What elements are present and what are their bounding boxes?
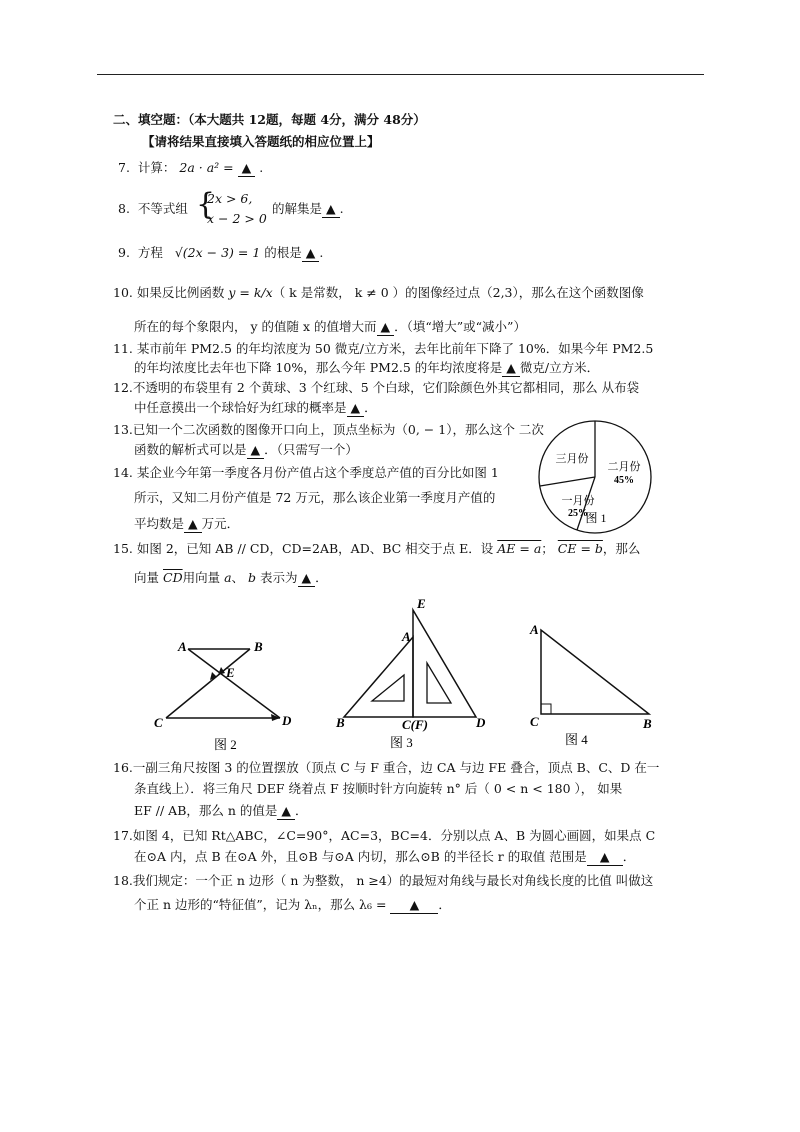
question-18-line2: 个正 n 边形的“特征值”，记为 λₙ，那么 λ₆ = ▲ ． — [134, 897, 451, 912]
pie-label-january: 一月份 — [561, 495, 595, 507]
question-14-line3: 平均数是 ▲ 万元． — [134, 516, 240, 531]
question-9: 9. 方程 √(2x − 3) = 1 的根是 ▲ . — [118, 245, 324, 260]
question-13-line1: 13.已知一个二次函数的图像开口向上，顶点坐标为（0, − 1），那么这个 二次 — [113, 422, 544, 437]
question-11-line2: 的年均浓度比去年也下降 10%，那么今年 PM2.5 的年均浓度将是 ▲ 微克/立方米． — [134, 360, 600, 375]
triangle-def — [413, 610, 476, 717]
label-c-f: C(F) — [402, 717, 428, 732]
brace-symbol: { — [196, 187, 216, 222]
answer-blank: ▲ — [587, 849, 623, 866]
question-18-line1: 18.我们规定：一个正 n 边形（ n 为整数， n ≥4）的最短对角线与最长对角线长度的比值 叫做这 — [113, 873, 654, 888]
figure-2 — [150, 635, 300, 755]
label-e: E — [417, 597, 426, 611]
right-angle-mark — [541, 704, 551, 714]
label-b: B — [336, 715, 345, 730]
label-a: A — [402, 629, 411, 644]
question-11-line1: 11. 某市前年 PM2.5 的年均浓度为 50 微克/立方米，去年比前年下降了 10%．如果今年 PM2.5 — [113, 341, 654, 356]
question-8-tail: 的解集是 ▲ . — [272, 201, 344, 216]
pie-divider — [540, 477, 595, 486]
pie-pct-february: 45% — [614, 475, 634, 486]
figure-2-caption: 图 2 — [214, 737, 237, 752]
answer-blank: ▲ — [390, 897, 438, 914]
label-e: E — [226, 665, 235, 680]
section-title: 二、填空题：（本大题共 12题，每题 4分，满分 48分） — [113, 112, 426, 127]
pie-chart-figure-1 — [536, 418, 656, 536]
figure-3 — [330, 597, 500, 753]
label-a: A — [530, 622, 539, 637]
label-c: C — [530, 714, 539, 729]
question-10-line1: 10. 如果反比例函数 y = k/x（ k 是常数， k ≠ 0 ）的图像经过点（2,3），那么在这个函数图像 — [113, 285, 644, 300]
inequality-2: x − 2 > 0 — [207, 211, 267, 226]
answer-blank: ▲ — [184, 516, 202, 533]
question-15-line2: 向量 $\overline{CD}$用向量 a、 b 表示为 ▲ ． — [134, 570, 328, 585]
pie-label-march: 三月份 — [555, 453, 589, 465]
triangle-abc — [541, 630, 649, 714]
answer-blank: ▲ — [298, 570, 316, 587]
label-d: D — [476, 715, 486, 730]
segment-ad — [188, 649, 280, 718]
answer-blank: ▲ — [277, 803, 295, 820]
answer-blank: ▲ — [302, 245, 320, 262]
inequality-1: 2x > 6, — [207, 191, 253, 206]
question-16-line2: 条直线上）．将三角尺 DEF 绕着点 F 按顺时针方向旋转 n° 后（ 0 < n < 180 ）， 如果 — [134, 781, 623, 796]
question-12-line2: 中任意摸出一个球恰好为红球的概率是 ▲ ． — [134, 400, 377, 415]
figure-1-caption: 图 1 — [585, 511, 607, 525]
answer-blank: ▲ — [247, 442, 265, 459]
segment-bc — [166, 649, 250, 718]
section-instruction: 【请将结果直接填入答题纸的相应位置上】 — [142, 134, 380, 149]
answer-blank: ▲ — [238, 160, 256, 177]
answer-blank: ▲ — [502, 360, 520, 377]
question-7: 7. 计算： 2a · a² = ▲ . — [118, 160, 264, 175]
figure-4 — [525, 620, 665, 750]
figure-4-caption: 图 4 — [565, 732, 588, 747]
top-rule — [97, 74, 704, 75]
label-a: A — [178, 639, 187, 654]
question-17-line2: 在⊙A 内，点 B 在⊙A 外，且⊙B 与⊙A 内切，那么⊙B 的半径长 r 的取值 范围是 ▲ ． — [134, 849, 636, 864]
question-14-line1: 14. 某企业今年第一季度各月份产值占这个季度总产值的百分比如图 1 — [113, 465, 499, 480]
question-10-line2: 所在的每个象限内， y 的值随 x 的值增大而 ▲ ．（填“增大”或“减小”） — [134, 319, 526, 334]
question-12-line1: 12.不透明的布袋里有 2 个黄球、3 个红球、5 个白球，它们除颜色外其它都相同，那么 从布袋 — [113, 380, 640, 395]
question-13-line2: 函数的解析式可以是 ▲ ．（只需写一个） — [134, 442, 358, 457]
answer-blank: ▲ — [322, 201, 340, 218]
question-15-line1: 15. 如图 2，已知 AB // CD，CD=2AB，AD、BC 相交于点 E．设 AE = a； CE = b，那么 — [113, 541, 641, 556]
question-17-line1: 17.如图 4，已知 Rt△ABC，∠C=90°，AC=3，BC=4．分别以点 A、B 为圆心画圆，如果点 C — [113, 828, 656, 843]
answer-blank: ▲ — [347, 400, 365, 417]
label-b: B — [643, 716, 652, 731]
question-14-line2: 所示，又知二月份产值是 72 万元，那么该企业第一季度月产值的 — [134, 490, 496, 505]
pie-pct-january: 25% — [568, 508, 588, 519]
label-d: D — [282, 713, 292, 728]
answer-blank: ▲ — [377, 319, 395, 336]
pie-label-february: 二月份 — [607, 461, 641, 473]
question-16-line1: 16.一副三角尺按图 3 的位置摆放（顶点 C 与 F 重合，边 CA 与边 FE 叠合，顶点 B、C、D 在一 — [113, 760, 660, 775]
label-c: C — [154, 715, 163, 730]
question-16-line3: EF // AB，那么 n 的值是 ▲ ． — [134, 803, 308, 818]
triangle-abc — [344, 637, 413, 717]
figure-3-caption: 图 3 — [390, 735, 413, 750]
question-8: 8. 不等式组 — [118, 201, 188, 216]
label-b: B — [254, 639, 263, 654]
